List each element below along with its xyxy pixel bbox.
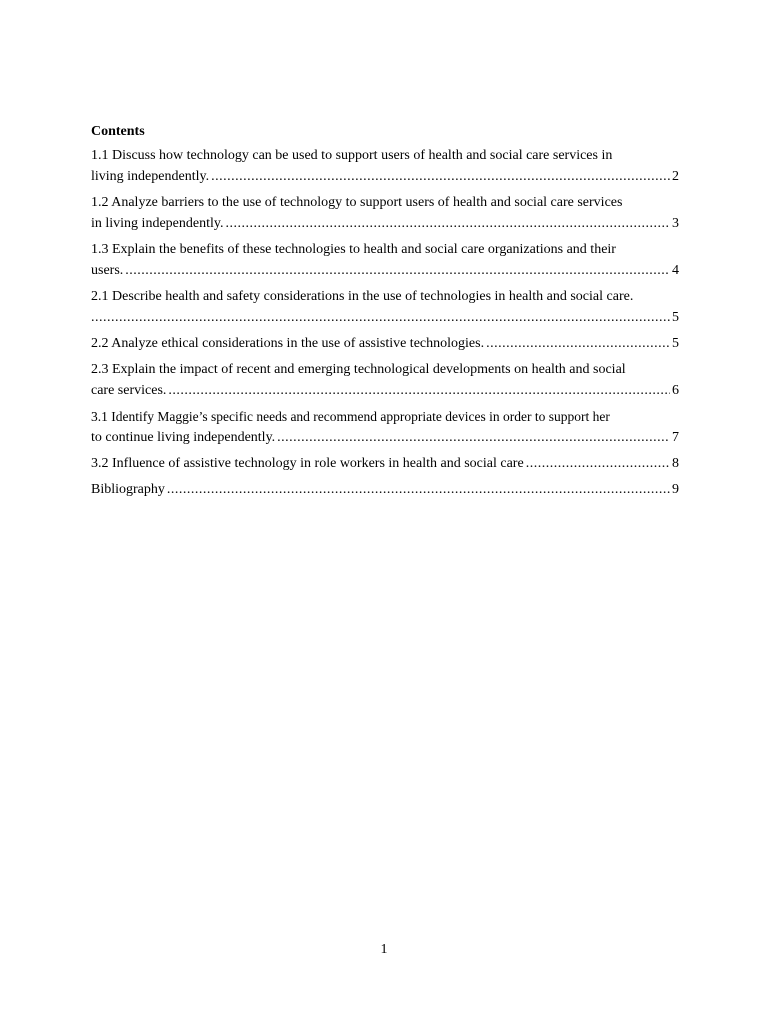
toc-dot-leader <box>486 333 670 354</box>
toc-page-number: 4 <box>672 263 679 278</box>
toc-page-number: 5 <box>672 310 679 325</box>
toc-page-number: 3 <box>672 216 679 231</box>
toc-entry-last-line <box>91 213 679 234</box>
toc-entry-last-line <box>91 166 679 187</box>
toc-page-number: 2 <box>672 169 679 184</box>
toc-entry-3-2[interactable] <box>91 453 679 474</box>
toc-page-number: 7 <box>672 430 679 445</box>
toc-entry-last-line <box>91 427 679 448</box>
toc-entry-last-line <box>91 333 679 354</box>
toc-entry-1-3[interactable] <box>91 239 679 281</box>
toc-dot-leader <box>211 166 670 187</box>
toc-dot-leader <box>167 479 670 500</box>
toc-page-number: 5 <box>672 336 679 351</box>
page-number: 1 <box>380 942 388 957</box>
toc-entry-2-2[interactable] <box>91 333 679 354</box>
toc-entry-last-text: in living independently. <box>91 216 224 231</box>
toc-entry-first-line: 1.2 Analyze barriers to the use of technology to support users of health and social care services <box>91 195 623 210</box>
toc-dot-leader <box>168 380 670 401</box>
toc-page-number: 8 <box>672 456 679 471</box>
toc-entry-last-text: 2.2 Analyze ethical considerations in the use of assistive technologies. <box>91 336 485 351</box>
toc-page-number: 6 <box>672 383 679 398</box>
toc-entry-last-text: to continue living independently. <box>91 430 276 445</box>
toc-entry-last-line <box>91 453 679 474</box>
toc-entry-last-line <box>91 260 679 281</box>
toc-dot-leader <box>526 453 670 474</box>
toc-entry-first-line: 2.3 Explain the impact of recent and emerging technological developments on health and social <box>91 362 626 377</box>
toc-entry-first-line: 1.3 Explain the benefits of these technologies to health and social care organizations and their <box>91 242 616 257</box>
toc-dot-leader <box>225 213 670 234</box>
toc-page-number: 9 <box>672 482 679 497</box>
toc-entry-last-line <box>91 307 679 328</box>
toc-list <box>91 145 679 500</box>
toc-entry-bibliography[interactable] <box>91 479 679 500</box>
toc-entry-3-1[interactable] <box>91 406 679 448</box>
toc-entry-first-line: 3.1 Identify Maggie’s specific needs and recommend appropriate devices in order to support her <box>91 409 610 424</box>
toc-entry-first-line: 2.1 Describe health and safety considerations in the use of technologies in health and social care. <box>91 289 634 304</box>
toc-entry-last-text: care services. <box>91 383 167 398</box>
table-of-contents <box>91 123 679 505</box>
toc-entry-1-1[interactable] <box>91 145 679 187</box>
toc-entry-last-line <box>91 380 679 401</box>
toc-entry-first-line: 1.1 Discuss how technology can be used to support users of health and social care services in <box>91 148 613 163</box>
toc-entry-last-line <box>91 479 679 500</box>
toc-dot-leader <box>125 260 670 281</box>
contents-heading: Contents <box>91 124 145 139</box>
toc-dot-leader <box>91 307 670 328</box>
toc-entry-last-text: users. <box>91 263 124 278</box>
toc-entry-last-text: living independently. <box>91 169 210 184</box>
toc-entry-2-1[interactable] <box>91 286 679 328</box>
toc-entry-last-text: 3.2 Influence of assistive technology in role workers in health and social care <box>91 456 524 471</box>
toc-entry-last-text: Bibliography <box>91 482 165 497</box>
toc-entry-2-3[interactable] <box>91 359 679 401</box>
toc-entry-1-2[interactable] <box>91 192 679 234</box>
toc-dot-leader <box>277 427 670 448</box>
